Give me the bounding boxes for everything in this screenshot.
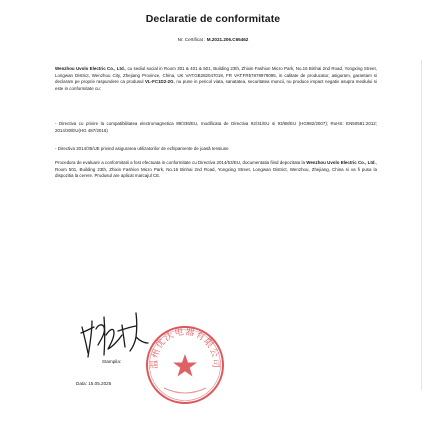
product-code: VL-FC1D2-2G — [145, 79, 174, 85]
company-name: Wenzhou Uvolo Electric Co., Ltd. — [55, 66, 125, 71]
directive-emc: - Directiva cu privire la compatibilitatea electromagnetica 89/336/EU, modificata de Directiva 92/31/EU si 93/68/EU (HG982/2007); RoHS: EN50581:2012; 2014/30/EU(HG 487/2016) — [55, 121, 377, 133]
procedure-text-a: Procedura de evaluare a conformitatii a fost efectuata in conformitate cu Directiva 2014/53/EU, documentatia fiind depozitata la — [55, 160, 307, 165]
company-seal — [144, 324, 226, 406]
stamp-label: Stampila: — [102, 359, 122, 364]
date-label: Data: 15.05.2025 — [76, 381, 112, 386]
document-title: Declaratie de conformitate — [145, 13, 281, 25]
seal-text: 温州优沃电器有限公司 — [149, 327, 221, 370]
procedure-text-b: , Room 501, Building 23th, Zhixin Fashion Micro Park, No.16 Binhai 2nd Road, Yongxing Street, Longwan District, Wenzhou, Zhejiang, China si va fi pusa la dispozitia la cerere. Produsul are aplicat marcajul CE. — [55, 160, 377, 179]
directive-low-voltage: - Directiva 2014/35/UE privind asigurarea utilizatorilor de echipamente de joasă tensiune — [55, 146, 229, 151]
certificate-number — [0, 37, 426, 42]
cert-value: M.2021.206.C65462 — [206, 37, 249, 42]
declaration-text-b: , nu pune in pericol viata, sanatatea, securitatea muncii, nu produce impact negativ asupra mediului si este in conformitate cu: — [55, 79, 377, 92]
declaration-paragraph — [55, 66, 377, 93]
cert-label: Nr. Certificat : — [177, 37, 206, 42]
procedure-company: Wenzhou Uvolo Electric Co., Ltd. — [306, 160, 376, 165]
procedure-paragraph — [55, 160, 377, 180]
declaration-text-a: , cu sediul social in Room 301 & 401 & 501, Building 23th, Zhixin Fashion Micro Park, No.16 Binhai 2nd Road, Yongxing Street, Longwan District, Wenzhou City, Zhejiang Province, China, UK VAT:GB282047018, FR VAT:FR57878979095, in calitate de producator, asiguram, garantam si declaram pe proprie raspundere ca produsul — [55, 66, 377, 85]
seal-star-icon — [173, 354, 197, 377]
page-edge — [421, 60, 422, 390]
